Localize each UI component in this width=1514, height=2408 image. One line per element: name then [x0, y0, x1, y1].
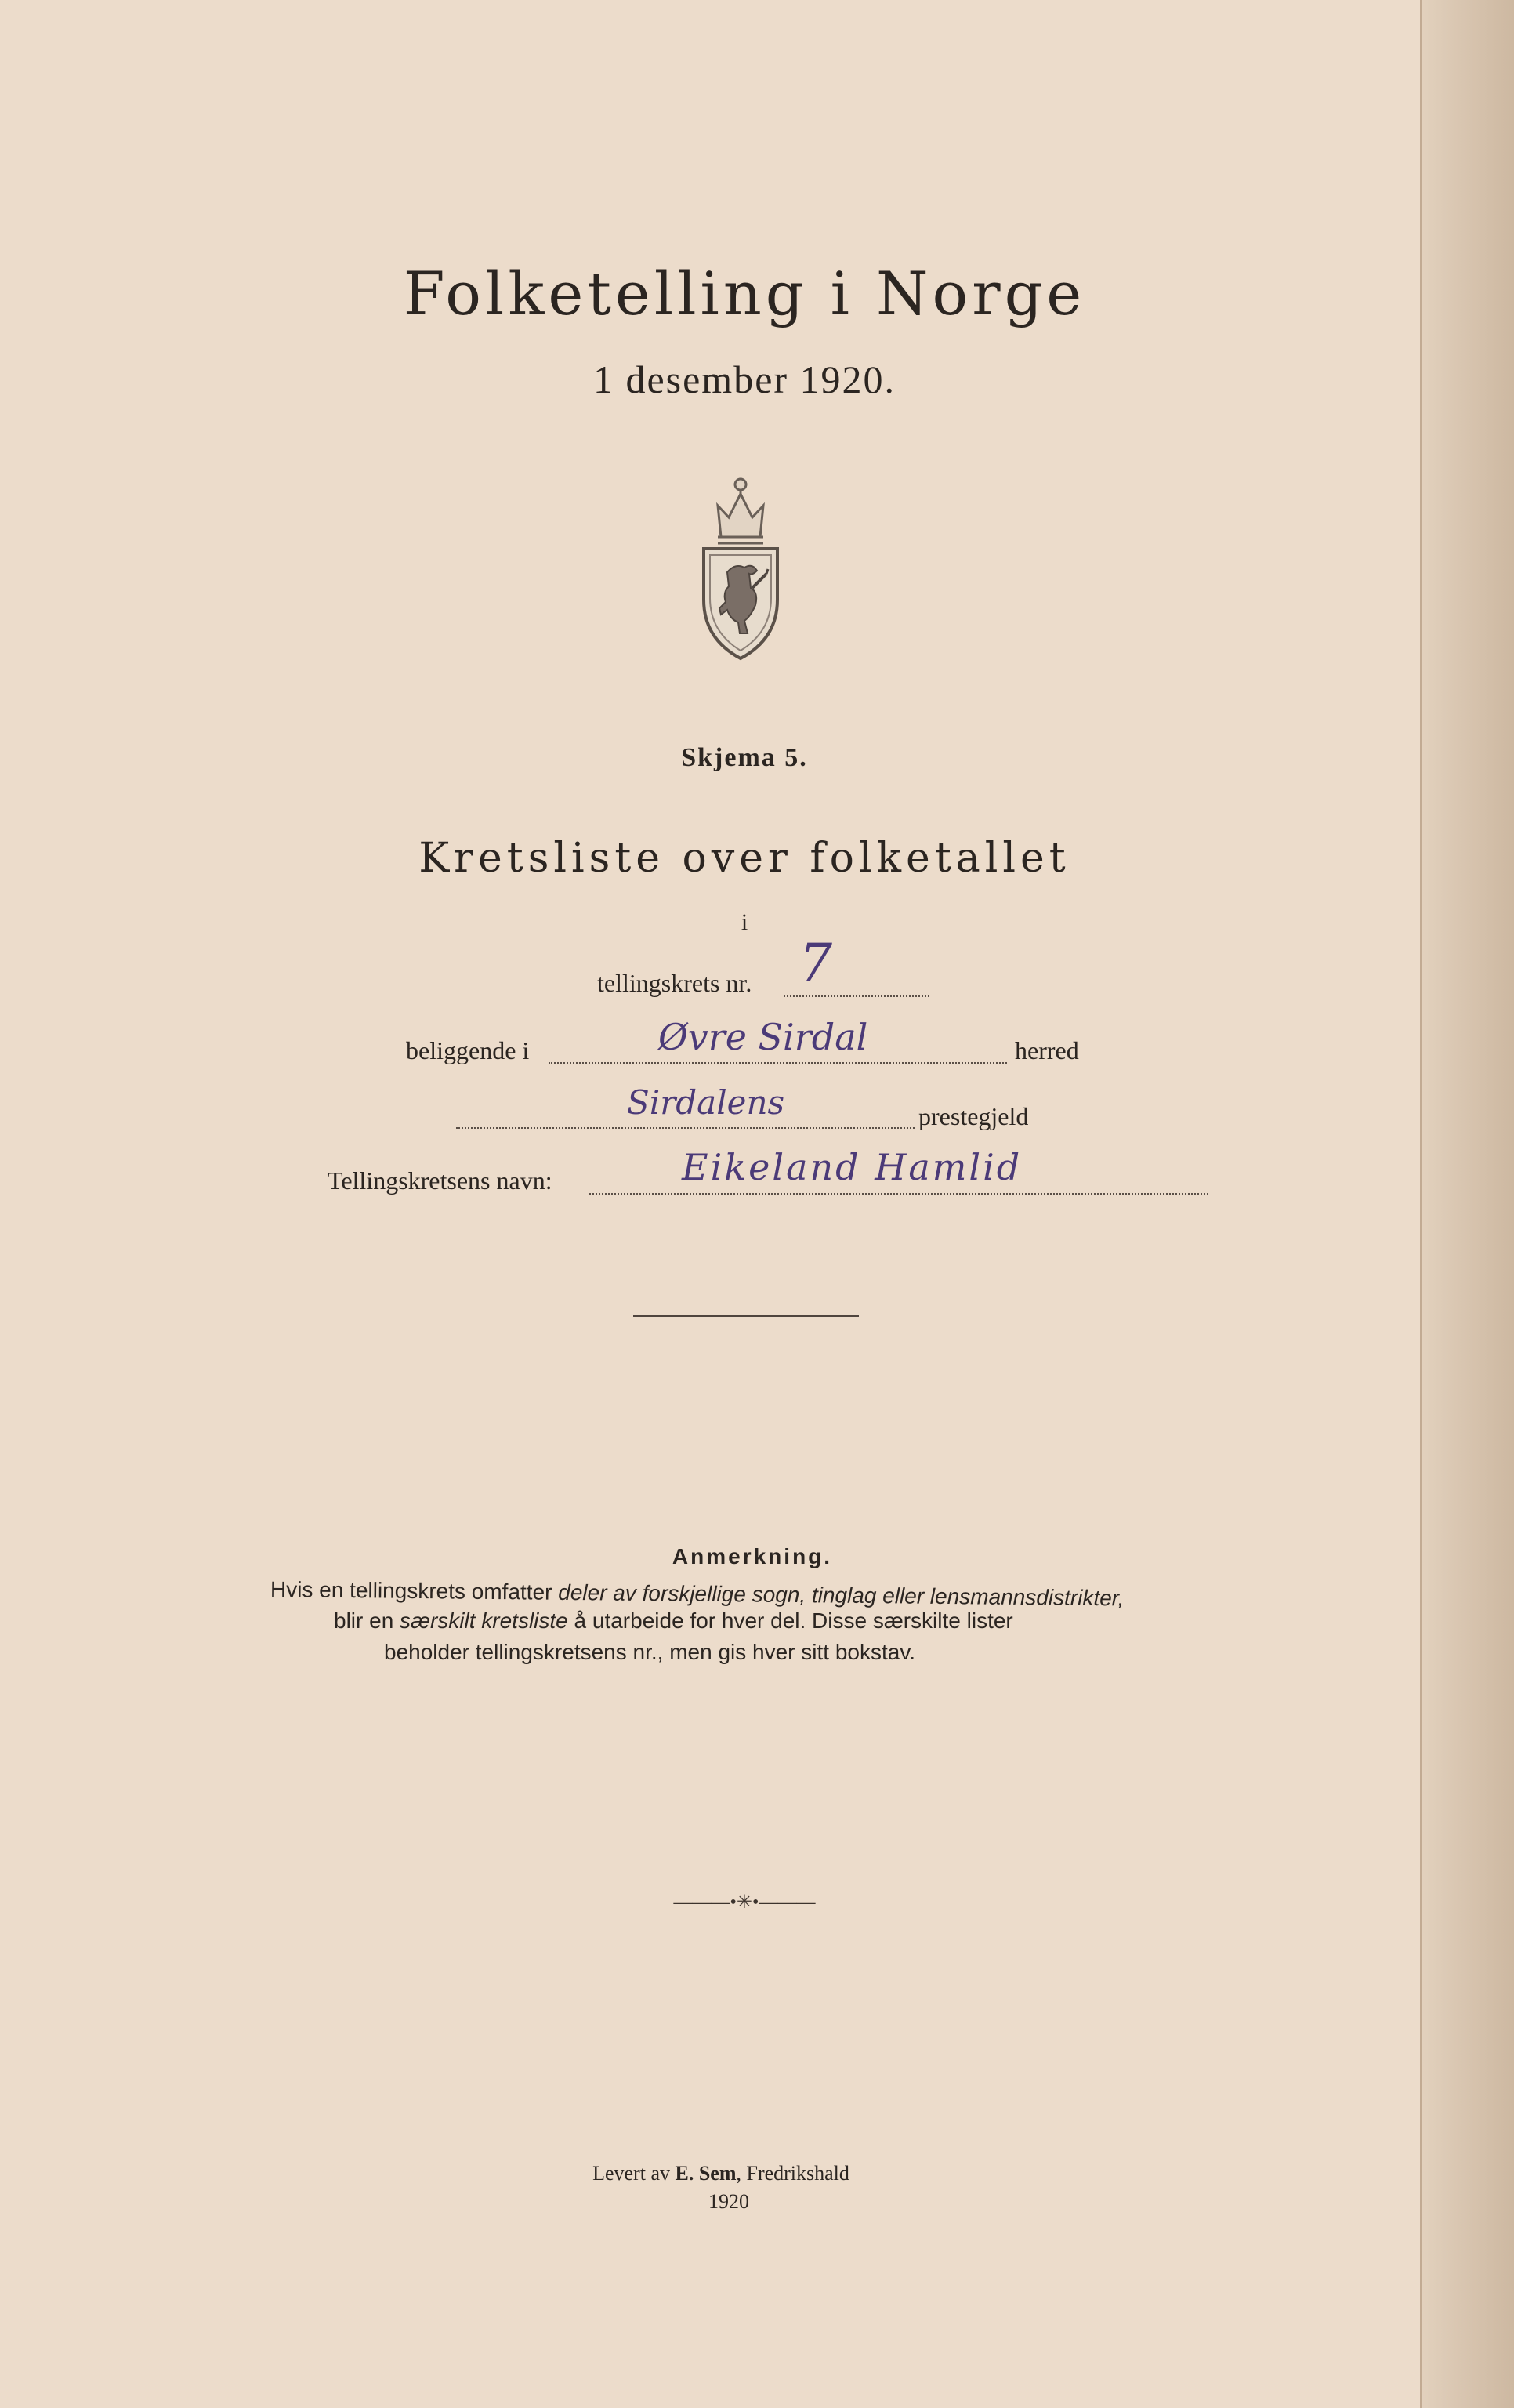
census-date: 1 desember 1920.	[592, 357, 896, 401]
district-name-value: Eikeland Hamlid	[682, 1146, 1023, 1188]
remark-line-2	[334, 1608, 1013, 1634]
located-in-value: Øvre Sirdal	[658, 1016, 868, 1058]
district-number-label: tellingskrets nr.	[597, 969, 752, 997]
remark-line-1-plain: Hvis en tellingskrets omfatter	[270, 1577, 559, 1605]
preposition-i: i	[741, 909, 748, 935]
coat-of-arms-icon	[690, 470, 791, 666]
remark-line-2-italic: særskilt kretsliste	[400, 1608, 568, 1633]
ornament: ———•✳•———	[673, 1892, 816, 1913]
printer-name: E. Sem	[675, 2162, 737, 2185]
municipality-suffix: herred	[1015, 1036, 1079, 1064]
remark-line-3: beholder tellingskretsens nr., men gis hver sitt bokstav.	[384, 1640, 916, 1664]
located-in-line	[549, 1062, 1007, 1064]
district-name-line	[589, 1193, 1208, 1195]
parish-value: Sirdalens	[627, 1083, 785, 1122]
page-edge	[1422, 0, 1514, 2408]
district-number-value: 7	[799, 933, 832, 993]
parish-line	[456, 1127, 915, 1129]
remark-line-2-plain-b: å utarbeide for hver del. Disse særskilte lister	[567, 1608, 1013, 1633]
parish-suffix: prestegjeld	[918, 1102, 1029, 1130]
printer-prefix: Levert av	[592, 2162, 676, 2185]
located-in-label: beliggende i	[406, 1036, 530, 1064]
remark-line-1	[270, 1577, 1125, 1611]
printer-year: 1920	[708, 2190, 749, 2213]
remark-line-1-italic: deler av forskjellige sogn, tinglag eller lensmannsdistrikter,	[558, 1579, 1125, 1611]
district-name-label: Tellingskretsens navn:	[328, 1166, 552, 1195]
schema-number: Skjema 5.	[681, 743, 808, 772]
separator-rule-top	[633, 1315, 859, 1317]
remark-line-2-plain-a: blir en	[334, 1608, 400, 1633]
district-number-line	[784, 995, 929, 997]
page-title: Folketelling i Norge	[403, 259, 1086, 328]
printer-suffix: , Fredrikshald	[736, 2162, 849, 2185]
remark-heading: Anmerkning.	[672, 1544, 833, 1568]
list-title: Kretsliste over folketallet	[418, 835, 1070, 882]
printer-line	[502, 2162, 940, 2185]
